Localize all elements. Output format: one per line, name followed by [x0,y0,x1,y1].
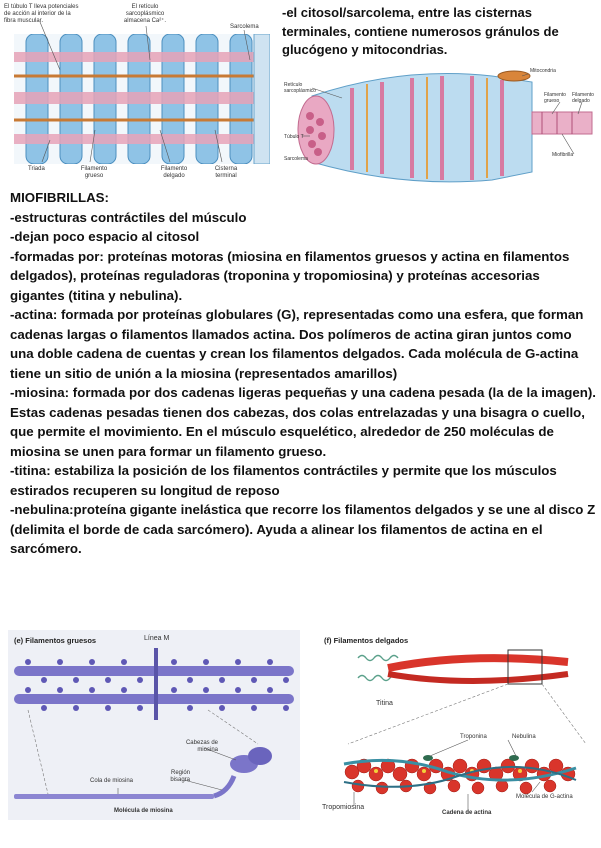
label-thin-filament: Filamento delgado [160,166,188,179]
paragraph: -miosina: formada por dos cadenas ligeras pequeñas y una cadena pesada (la de la imagen). Estas cadenas pesadas tienen dos cabezas, dos colas entrelazadas y una bisagra o cuello, que permite el movimiento. En el músculo esquelético, alrededor de 250 moléculas de miosina se unen para formar un filamento grueso. [10,385,596,459]
label-tropomyosin: Tropomiosina [322,804,365,811]
myofibrils-heading: MIOFIBRILLAS: [10,190,109,205]
figure-thick-filaments [8,630,300,820]
label-thick-filament: Filamento grueso [80,166,108,179]
label-thick-right: Filamento grueso [544,92,566,104]
actin-chain-caption: Cadena de actina [442,810,492,816]
label-terminal-cistern: Cisterna terminal [214,166,238,179]
label-nebulin: Nebulina [512,734,536,740]
label-titin: Titina [376,700,393,707]
label-sr: El retículo sarcoplásmico almacena Ca²⁺. [123,4,167,24]
top-text: -el citosol/sarcolema, entre las cisternas terminales, contiene numerosos gránulos de glucógeno y mitocondrias. [282,5,559,57]
paragraph: -nebulina:proteína gigante inelástica que recorre los filamentos delgados y se une al disco Z (delimita el borde de cada sarcómero). Ayuda a alinear los filamentos de actina en el sarcómero. [10,502,596,556]
figure-thin-filaments [318,630,596,820]
body-text [10,188,598,559]
paragraph: -dejan poco espacio al citosol [10,229,200,244]
paragraph: -actina: formada por proteínas globulares (G), representadas como una esfera, que forman cadenas largas o filamentos llamados actina. Dos polímeros de actina giran juntos como una doble cadena de cuentas y crean los filamentos delgados. Cada molécula de G-actina tiene un sitio de unión a la miosina (representados amarillos) [10,307,584,381]
label-sarcolemma-right: Sarcolema [284,156,308,162]
paragraph: -titina: estabiliza la posición de los filamentos contráctiles y permite que los músculos estirados recuperen su longitud de reposo [10,463,557,498]
label-mitochondria: Mitocondria [530,68,556,74]
label-triad: Triada [28,166,45,172]
figure-muscle-fiber [282,62,600,188]
paragraph: -estructuras contráctiles del músculo [10,209,247,225]
label-t-tubule: El túbulo T lleva potenciales de acción al interior de la fibra muscular. [4,4,79,24]
label-m-line: Línea M [144,635,170,642]
thick-filament-diagram [8,644,300,820]
thin-filaments-title: (f) Filamentos delgados [324,636,409,645]
label-hinge: Región bisagra [170,770,190,783]
figure-sarcoplasmic-reticulum [0,0,278,188]
label-sr-right: Retículo sarcoplásmico [284,82,316,94]
thick-filaments-title: (e) Filamentos gruesos [14,636,97,645]
fiber-diagram [282,62,600,188]
myosin-molecule-caption: Molécula de miosina [114,808,173,814]
label-t-tubule-right: Túbulo T [284,134,304,140]
label-myofibril: Miofibrilla [552,152,574,158]
label-sarcolemma: Sarcolema [230,24,259,30]
label-lines [0,0,278,188]
label-myosin-heads: Cabezas de miosina [185,740,218,753]
label-myosin-tail: Cola de miosina [90,778,134,784]
paragraph: -formadas por: proteínas motoras (miosina en filamentos gruesos y actina en filamentos delgados), proteínas reguladoras (troponina y tropomiosina) y proteínas accesorias gigantes (titina y nebulina). [10,248,570,303]
label-thin-right: Filamento delgado [572,92,594,104]
label-troponin: Troponina [460,734,487,740]
label-g-actin: Molécula de G-actina [516,794,573,800]
